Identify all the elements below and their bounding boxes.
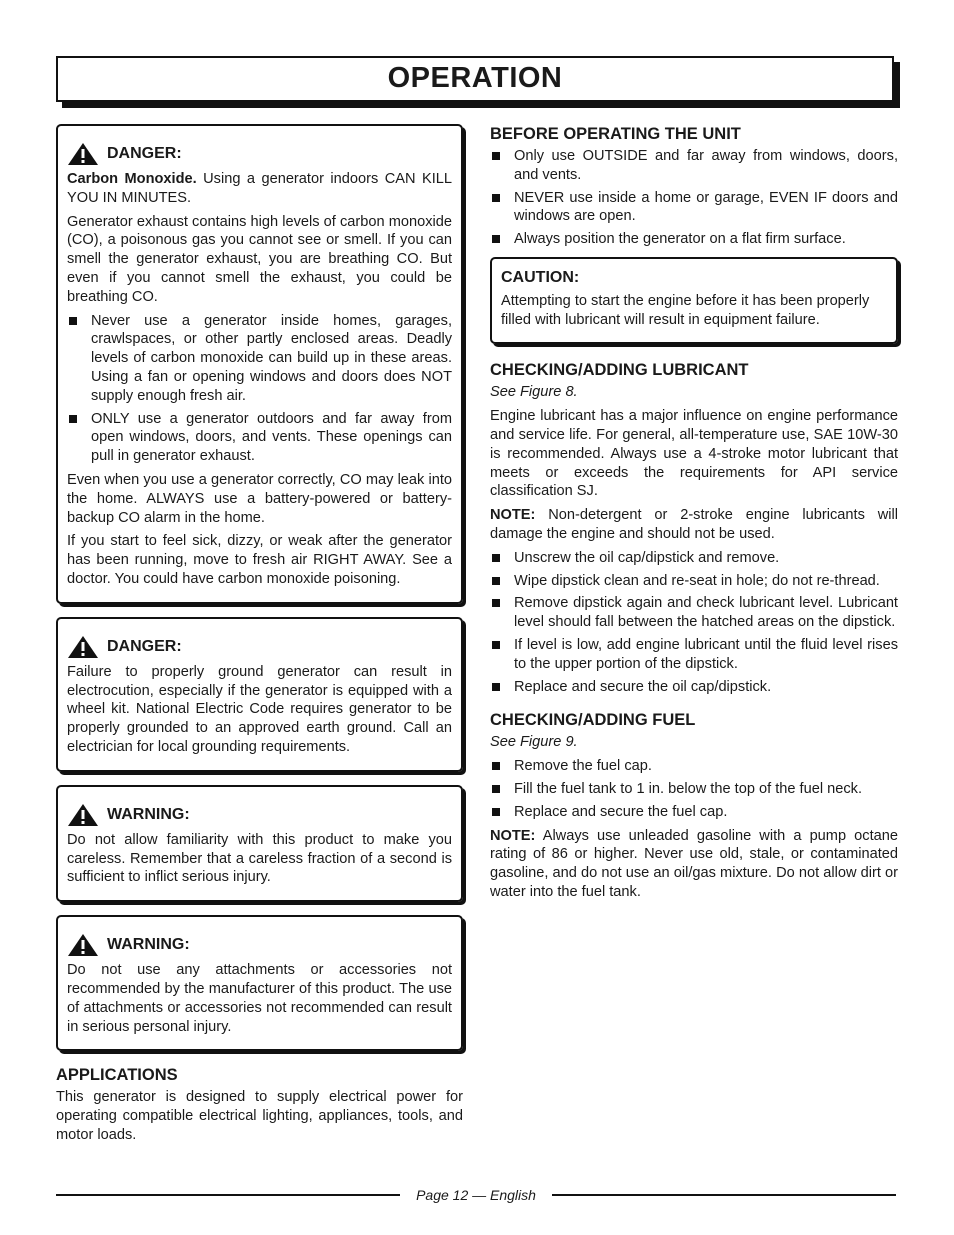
danger-heading-label: DANGER: (107, 637, 182, 655)
danger-heading (67, 142, 452, 166)
caution-box (490, 257, 898, 344)
footer-rule-left (56, 1194, 400, 1196)
note-label: NOTE: (490, 507, 536, 524)
warning-heading (67, 933, 452, 957)
warning-triangle-icon (67, 635, 99, 659)
danger-paragraph: Even when you use a generator correctly, CO may leak into the home. ALWAYS use a battery-powered or battery-backup CO alarm in the home. (67, 471, 452, 526)
note-label: NOTE: (490, 827, 536, 844)
caution-paragraph: Attempting to start the engine before it has been properly filled with lubricant will result in equipment failure. (501, 292, 870, 328)
danger-heading (67, 635, 452, 659)
list-item: Replace and secure the fuel cap. (490, 803, 898, 822)
danger-grounding-box (56, 617, 463, 772)
page-header (56, 56, 894, 102)
list-item: Replace and secure the oil cap/dipstick. (490, 678, 898, 697)
danger-lead-text: Using a generator indoors CAN KILL YOU IN MINUTES. (67, 171, 452, 206)
danger-lead (67, 170, 452, 208)
footer-rule-right (552, 1194, 896, 1196)
list-item: Only use OUTSIDE and far away from windows, doors, and vents. (490, 147, 898, 185)
list-item: Wipe dipstick clean and re-seat in hole; do not re-thread. (490, 572, 898, 591)
page-title: OPERATION (387, 62, 563, 94)
danger-heading-label: DANGER: (107, 145, 182, 162)
fuel-figure-ref: See Figure 9. (490, 734, 578, 751)
page-number: Page 12 — English (416, 1187, 536, 1203)
fuel-steps-list (490, 757, 898, 821)
fuel-note (490, 827, 898, 902)
lubricant-note (490, 506, 898, 544)
page-footer (56, 1186, 896, 1205)
danger-lead-bold: Carbon Monoxide. (67, 171, 197, 187)
list-item: Remove dipstick again and check lubricant level. Lubricant level should fall between the hatched areas on the dipstick. (490, 594, 898, 632)
before-operating-list (490, 147, 898, 249)
warning-heading (67, 803, 452, 827)
warning-heading-label: WARNING: (107, 936, 190, 954)
applications-title: APPLICATIONS (56, 1066, 178, 1085)
note-text: Non-detergent or 2-stroke engine lubricants will damage the engine and should not be used. (490, 507, 898, 542)
danger-bullet-list (67, 312, 452, 466)
lubricant-steps-list (490, 549, 898, 697)
list-item: Unscrew the oil cap/dipstick and remove. (490, 549, 898, 568)
warning-paragraph: Do not allow familiarity with this product to make you careless. Remember that a careless fraction of a second is sufficient to inflict serious injury. (67, 831, 452, 886)
lubricant-paragraph: Engine lubricant has a major influence on engine performance and service life. For general, all-temperature use, SAE 10W-30 is recommended. Always use a 4-stroke motor lubricant that meets or exceeds the requirements for API service classification SJ. (490, 408, 898, 500)
danger-paragraph: If you start to feel sick, dizzy, or weak after the generator has been running, move to fresh air RIGHT AWAY. See a doctor. You could have carbon monoxide poisoning. (67, 533, 452, 587)
list-item: Never use a generator inside homes, garages, crawlspaces, or other partly enclosed areas. Deadly levels of carbon monoxide can build up in these areas. Using a fan or opening windows and doors does NOT supply enough fresh air. (67, 312, 452, 406)
danger-carbon-monoxide-box (56, 124, 463, 604)
list-item: NEVER use inside a home or garage, EVEN IF doors and windows are open. (490, 189, 898, 227)
fuel-title: CHECKING/ADDING FUEL (490, 711, 696, 730)
list-item: Fill the fuel tank to 1 in. below the top of the fuel neck. (490, 780, 898, 799)
warning-attachments-box (56, 915, 463, 1051)
warning-triangle-icon (67, 142, 99, 166)
caution-heading: CAUTION: (501, 268, 580, 286)
lubricant-title: CHECKING/ADDING LUBRICANT (490, 361, 749, 380)
note-text: Always use unleaded gasoline with a pump octane rating of 86 or higher. Never use old, stale, or contaminated gasoline, and do not use an oil/gas mixture. Do not allow dirt or water into the fuel tank. (490, 827, 898, 900)
danger-paragraph: Generator exhaust contains high levels of carbon monoxide (CO), a poisonous gas you cannot see or smell. If you can smell the generator exhaust, you are breathing CO. But even if you cannot smell the exhaust, you could be breathing CO. (67, 213, 452, 305)
list-item: If level is low, add engine lubricant until the fluid level rises to the upper portion of the dipstick. (490, 636, 898, 674)
danger-paragraph: Failure to properly ground generator can result in electrocution, especially if the generator is equipped with a wheel kit. National Electric Code requires generator to be properly grounded to an approved earth ground. Call an electrician for local grounding requirements. (67, 663, 452, 755)
list-item: ONLY use a generator outdoors and far away from open windows, doors, and vents. These openings can pull in generator exhaust. (67, 410, 452, 466)
right-column (490, 124, 898, 907)
before-operating-title: BEFORE OPERATING THE UNIT (490, 125, 741, 143)
warning-paragraph: Do not use any attachments or accessories not recommended by the manufacturer of this product. The use of attachments or accessories not recommended can result in serious personal injury. (67, 962, 452, 1035)
warning-familiarity-box (56, 785, 463, 902)
list-item: Remove the fuel cap. (490, 757, 898, 776)
warning-triangle-icon (67, 933, 99, 957)
warning-triangle-icon (67, 803, 99, 827)
left-column (56, 124, 463, 1150)
applications-paragraph: This generator is designed to supply electrical power for operating compatible electrical lighting, appliances, tools, and motor loads. (56, 1089, 463, 1143)
warning-heading-label: WARNING: (107, 805, 190, 823)
list-item: Always position the generator on a flat firm surface. (490, 230, 898, 249)
lubricant-figure-ref: See Figure 8. (490, 384, 578, 401)
